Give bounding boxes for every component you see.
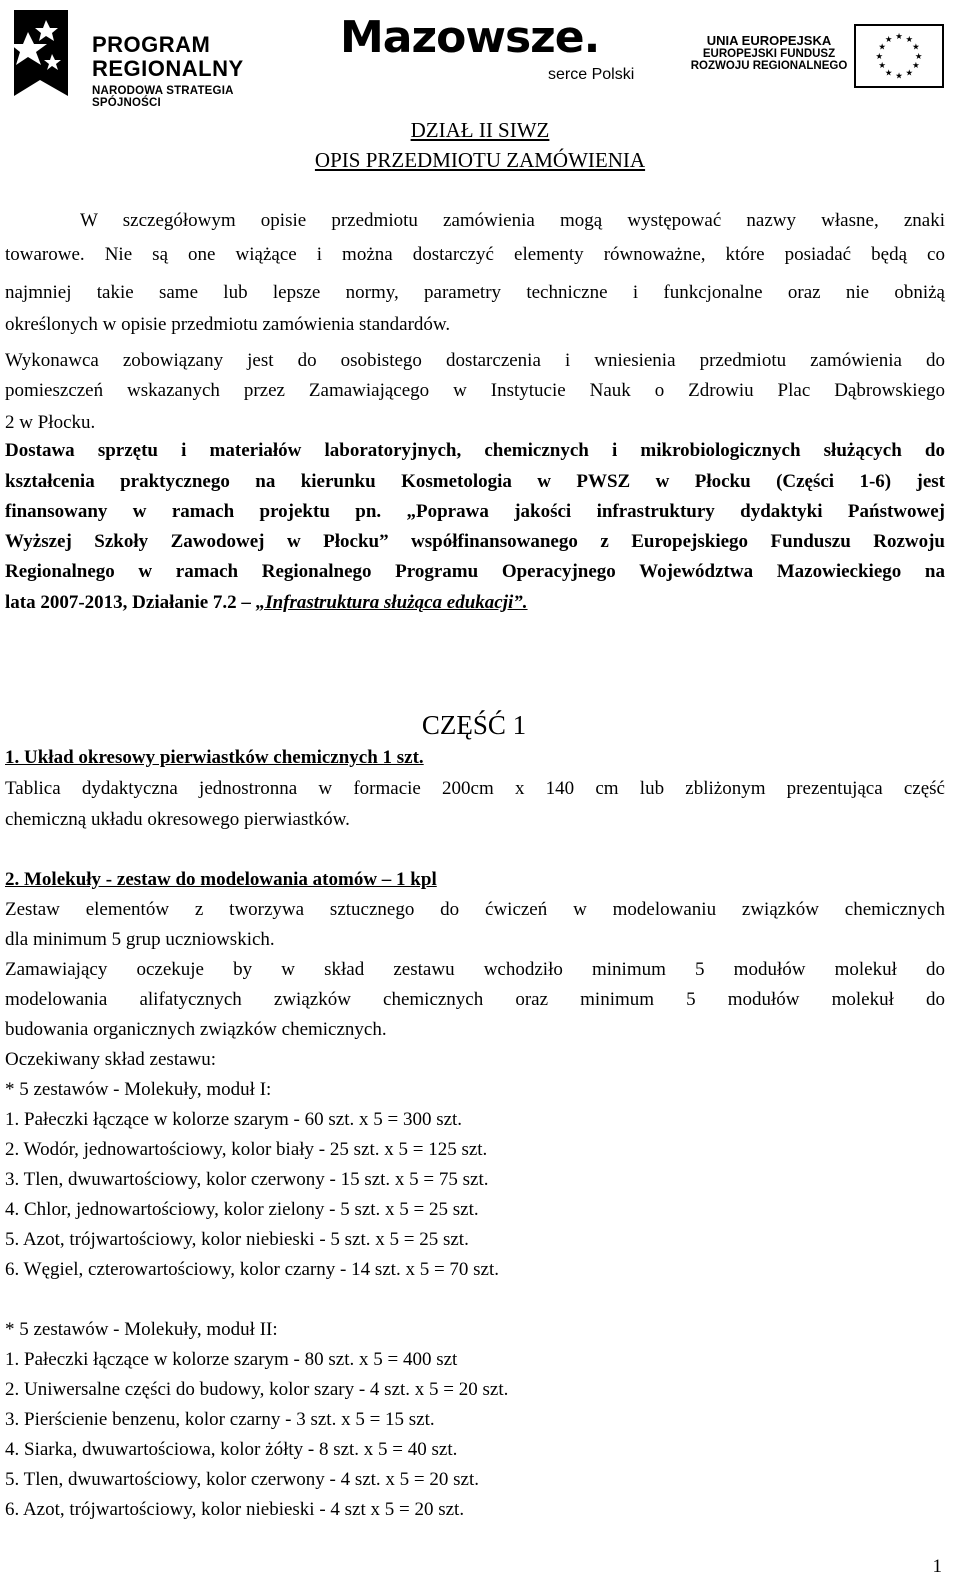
strategia-line: NARODOWA STRATEGIA SPÓJNOŚCI: [92, 85, 234, 109]
doc-title-subject: OPIS PRZEDMIOTU ZAMÓWIENIA: [314, 148, 646, 172]
module2-item: 6. Azot, trójwartościowy, kolor niebieski - 4 szt x 5 = 20 szt.: [5, 1499, 465, 1520]
module2-item: 1. Pałeczki łączące w kolorze szarym - 80 szt. x 5 = 400 szt: [5, 1349, 458, 1370]
item2-desc-line: budowania organicznych związków chemicznych.: [5, 1019, 387, 1040]
mazowsze-tagline: serce Polski: [548, 66, 635, 83]
svg-text:★: ★: [878, 41, 886, 52]
program-line: PROGRAM: [92, 32, 211, 57]
funding-line: kształcenia praktycznego na kierunku Kosmetologia w PWSZ w Płocku (Części 1-6) jest: [5, 471, 945, 492]
funding-line: Regionalnego w ramach Regionalnego Programu Operacyjnego Województwa Mazowieckiego na: [5, 561, 945, 582]
svg-text:★: ★: [912, 60, 920, 71]
svg-text:★: ★: [895, 31, 903, 42]
eu-logo: [690, 31, 950, 94]
regionalny-line: REGIONALNY: [92, 56, 244, 81]
program-regionalny-flag-icon: [6, 10, 84, 96]
funding-line: Wyższej Szkoły Zawodowej w Płocku” współfinansowanego z Europejskiego Funduszu Rozwoju: [5, 531, 945, 552]
ue-line3: ROZWOJU REGIONALNEGO: [690, 59, 848, 72]
funding-line: finansowany w ramach projektu pn. „Poprawa jakości infrastruktury dydaktyki Państwowej: [5, 501, 945, 522]
item1-desc-line: chemiczną układu okresowego pierwiastków.: [5, 809, 350, 830]
svg-text:★: ★: [905, 67, 914, 78]
module2-item: 2. Uniwersalne części do budowy, kolor szary - 4 szt. x 5 = 20 szt.: [5, 1379, 509, 1400]
eu-flag-icon: [854, 24, 944, 88]
svg-text:★: ★: [878, 60, 886, 71]
svg-text:★: ★: [912, 41, 920, 52]
funding-last-line: [5, 593, 945, 612]
module2-item: 3. Pierścienie benzenu, kolor czarny - 3 szt. x 5 = 15 szt.: [5, 1409, 435, 1430]
project-name: „Infrastruktura służąca edukacji”.: [255, 592, 528, 613]
module1-item: 5. Azot, trójwartościowy, kolor niebieski - 5 szt. x 5 = 25 szt.: [5, 1229, 469, 1250]
intro-line: W szczegółowym opisie przedmiotu zamówienia mogą występować nazwy własne, znaki: [80, 210, 945, 231]
svg-text:★: ★: [875, 50, 884, 61]
module1-item: 1. Pałeczki łączące w kolorze szarym - 60 szt. x 5 = 300 szt.: [5, 1109, 463, 1130]
doc-title-section: DZIAŁ II SIWZ: [410, 118, 550, 142]
program-regionalny-logo: [6, 10, 296, 109]
mazowsze-wordmark: Mazowsze.: [340, 12, 600, 63]
intro-line: najmniej takie same lub lepsze normy, parametry techniczne i funkcjonalne oraz nie obniżą: [5, 282, 945, 303]
mazowsze-logo: [340, 12, 640, 94]
item2-desc-line: dla minimum 5 grup uczniowskich.: [5, 929, 275, 950]
delivery-line: Wykonawca zobowiązany jest do osobistego dostarczenia i wniesienia przedmiotu zamówienia do: [5, 350, 945, 371]
funding-last-prefix: lata 2007-2013, Działanie 7.2 –: [5, 592, 256, 613]
module1-item: 6. Węgiel, czterowartościowy, kolor czarny - 14 szt. x 5 = 70 szt.: [5, 1259, 500, 1280]
module2-item: 4. Siarka, dwuwartościowa, kolor żółty - 8 szt. x 5 = 40 szt.: [5, 1439, 458, 1460]
module1-item: 2. Wodór, jednowartościowy, kolor biały - 25 szt. x 5 = 125 szt.: [5, 1139, 488, 1160]
intro-line: określonych w opisie przedmiotu zamówienia standardów.: [5, 314, 451, 335]
item1-title: 1. Układ okresowy pierwiastków chemicznych 1 szt.: [5, 747, 424, 768]
ue-line1: UNIA EUROPEJSKA: [706, 33, 832, 48]
intro-line: towarowe. Nie są one wiążące i można dostarczyć elementy równoważne, które posiadać będą co: [5, 244, 945, 265]
module1-item: 3. Tlen, dwuwartościowy, kolor czerwony - 15 szt. x 5 = 75 szt.: [5, 1169, 489, 1190]
item2-desc-line: Oczekiwany skład zestawu:: [5, 1049, 217, 1070]
ue-line2: EUROPEJSKI FUNDUSZ: [702, 47, 836, 60]
funding-line: Dostawa sprzętu i materiałów laboratoryjnych, chemicznych i mikrobiologicznych służących do: [5, 440, 945, 461]
svg-text:★: ★: [884, 33, 893, 44]
item2-title: 2. Molekuły - zestaw do modelowania atomów – 1 kpl: [5, 869, 437, 890]
page-number: 1: [932, 1556, 942, 1577]
delivery-line: pomieszczeń wskazanych przez Zamawiającego w Instytucie Nauk o Zdrowiu Plac Dąbrowskiego: [5, 380, 945, 401]
item2-desc-line: modelowania alifatycznych związków chemicznych oraz minimum 5 modułów molekuł do: [5, 989, 945, 1010]
part-title: CZĘŚĆ 1: [421, 710, 527, 740]
module2-header: * 5 zestawów - Molekuły, moduł II:: [5, 1319, 278, 1340]
svg-text:★: ★: [914, 50, 923, 61]
svg-text:★: ★: [895, 70, 903, 81]
module1-item: 4. Chlor, jednowartościowy, kolor zielony - 5 szt. x 5 = 25 szt.: [5, 1199, 479, 1220]
svg-text:★: ★: [884, 67, 893, 78]
module2-item: 5. Tlen, dwuwartościowy, kolor czerwony - 4 szt. x 5 = 20 szt.: [5, 1469, 480, 1490]
item2-desc-line: Zamawiający oczekuje by w skład zestawu wchodziło minimum 5 modułów molekuł do: [5, 959, 945, 980]
document-header: [0, 0, 960, 109]
module1-header: * 5 zestawów - Molekuły, moduł I:: [5, 1079, 272, 1100]
item1-desc-line: Tablica dydaktyczna jednostronna w formacie 200cm x 140 cm lub zbliżonym prezentująca część: [5, 778, 945, 799]
delivery-line: 2 w Płocku.: [5, 412, 96, 433]
item2-desc-line: Zestaw elementów z tworzywa sztucznego do ćwiczeń w modelowaniu związków chemicznych: [5, 899, 945, 920]
svg-text:★: ★: [905, 33, 914, 44]
